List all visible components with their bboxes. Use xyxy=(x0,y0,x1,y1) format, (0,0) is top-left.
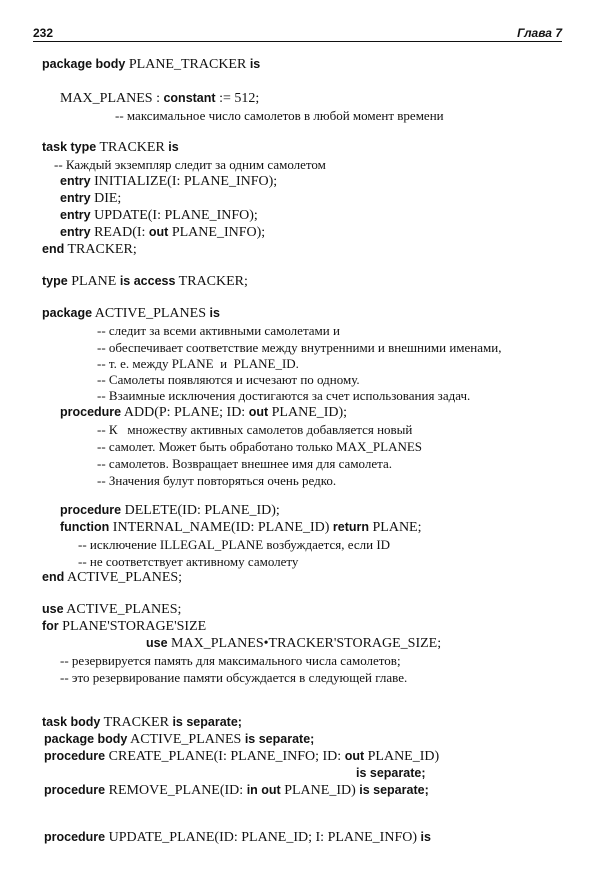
keyword: entry xyxy=(60,174,91,188)
keyword: in out xyxy=(246,783,281,797)
code-text: -- самолетов. Возвращает внешнее имя для самолета. xyxy=(97,456,393,471)
keyword: for xyxy=(42,619,59,633)
code-line xyxy=(44,782,429,799)
comment-line xyxy=(97,371,360,388)
code-line xyxy=(42,56,260,73)
keyword: task body xyxy=(42,715,101,729)
comment-line xyxy=(115,107,444,124)
comment-line xyxy=(97,355,299,372)
code-text: -- не соответствует активному самолету xyxy=(78,554,299,569)
keyword: package body xyxy=(44,732,128,746)
code-text: -- К множеству активных самолетов добавляется новый xyxy=(97,422,413,437)
keyword: is access xyxy=(119,274,176,288)
keyword: task type xyxy=(42,140,97,154)
code-text: -- Взаимные исключения достигаются за счет использования задач. xyxy=(97,388,471,403)
code-line xyxy=(44,748,439,765)
keyword: out xyxy=(148,225,169,239)
code-text: -- резервируется память для максимального числа самолетов; xyxy=(60,653,401,668)
code-text: ACTIVE_PLANES xyxy=(127,732,245,747)
code-line xyxy=(60,224,265,241)
code-text: -- следит за всеми активными самолетами и xyxy=(97,323,340,338)
code-line xyxy=(60,207,258,224)
code-text: DELETE(ID: PLANE_ID); xyxy=(121,503,280,518)
keyword: procedure xyxy=(44,749,106,763)
code-line xyxy=(42,305,220,322)
code-text: MAX_PLANES : xyxy=(60,91,164,106)
code-line xyxy=(44,829,431,846)
code-text: PLANE'STORAGE'SIZE xyxy=(58,619,207,634)
keyword: entry xyxy=(60,208,91,222)
code-line xyxy=(60,90,259,107)
code-text: PLANE_ID); xyxy=(268,405,348,420)
keyword: out xyxy=(344,749,365,763)
code-line xyxy=(60,404,347,421)
code-text: -- Каждый экземпляр следит за одним самолетом xyxy=(54,157,326,172)
code-text: TRACKER xyxy=(100,715,173,730)
keyword: procedure xyxy=(60,503,122,517)
chapter-title: Глава 7 xyxy=(517,26,562,40)
code-line xyxy=(42,273,248,290)
code-text: ACTIVE_PLANES; xyxy=(64,570,183,585)
code-text: ACTIVE_PLANES xyxy=(92,306,210,321)
keyword: is separate; xyxy=(359,783,429,797)
code-text: TRACKER xyxy=(96,140,169,155)
code-text: -- т. е. между PLANE и PLANE_ID. xyxy=(97,356,299,371)
code-line xyxy=(42,569,182,586)
code-line xyxy=(60,519,422,536)
keyword: procedure xyxy=(44,830,106,844)
code-text: -- Самолеты появляются и исчезают по одному. xyxy=(97,372,360,387)
keyword: entry xyxy=(60,191,91,205)
comment-line xyxy=(78,553,298,570)
code-text: UPDATE(I: PLANE_INFO); xyxy=(90,208,258,223)
keyword: end xyxy=(42,242,65,256)
keyword: is xyxy=(209,306,220,320)
code-line xyxy=(42,139,179,156)
code-text: READ(I: xyxy=(90,225,149,240)
code-text: -- обеспечивает соответствие между внутренними и внешними именами, xyxy=(97,340,502,355)
keyword: is xyxy=(420,830,431,844)
code-text: -- исключение ILLEGAL_PLANE возбуждается, если ID xyxy=(78,537,391,552)
code-text: INTERNAL_NAME(ID: PLANE_ID) xyxy=(109,520,333,535)
keyword: is xyxy=(249,57,261,71)
keyword: is separate; xyxy=(356,766,426,780)
code-text: PLANE; xyxy=(369,520,422,535)
keyword: procedure xyxy=(60,405,122,419)
code-line xyxy=(146,635,441,652)
comment-line xyxy=(97,339,501,356)
header-rule xyxy=(33,41,562,42)
code-text: -- это резервирование памяти обсуждается в следующей главе. xyxy=(60,670,408,685)
code-text: := 512; xyxy=(215,91,260,106)
code-line xyxy=(44,731,314,748)
code-text: ADD(P: PLANE; ID: xyxy=(121,405,249,420)
code-text: PLANE xyxy=(67,274,120,289)
code-text: -- Значения булут повторяться очень редко. xyxy=(97,473,337,488)
code-text: -- самолет. Может быть обработано только MAX_PLANES xyxy=(97,439,423,454)
keyword: use xyxy=(146,636,168,650)
code-text: TRACKER; xyxy=(64,242,137,257)
code-line xyxy=(42,601,181,618)
comment-line xyxy=(97,387,470,404)
page-number: 232 xyxy=(33,26,54,40)
code-text: CREATE_PLANE(I: PLANE_INFO; ID: xyxy=(105,749,345,764)
keyword: entry xyxy=(60,225,91,239)
code-line xyxy=(60,502,280,519)
keyword: constant xyxy=(163,91,216,105)
keyword: is xyxy=(168,140,179,154)
keyword: end xyxy=(42,570,65,584)
comment-line xyxy=(60,669,407,686)
code-text: DIE; xyxy=(90,191,122,206)
code-text: TRACKER; xyxy=(175,274,248,289)
keyword: use xyxy=(42,602,64,616)
comment-line xyxy=(78,536,390,553)
comment-line xyxy=(97,472,336,489)
code-text: UPDATE_PLANE(ID: PLANE_ID; I: PLANE_INFO) xyxy=(105,830,421,845)
code-text: PLANE_TRACKER xyxy=(125,57,250,72)
code-line xyxy=(356,765,425,782)
keyword: package body xyxy=(42,57,126,71)
keyword: is separate; xyxy=(172,715,242,729)
comment-line xyxy=(97,438,422,455)
keyword: is separate; xyxy=(244,732,315,746)
keyword: type xyxy=(42,274,68,288)
keyword: procedure xyxy=(44,783,106,797)
code-text: MAX_PLANES•TRACKER'STORAGE_SIZE; xyxy=(167,636,442,651)
code-line xyxy=(60,190,121,207)
comment-line xyxy=(60,652,401,669)
code-text: ACTIVE_PLANES; xyxy=(63,602,182,617)
code-text: REMOVE_PLANE(ID: xyxy=(105,783,247,798)
code-text: -- максимальное число самолетов в любой момент времени xyxy=(115,108,444,123)
code-line xyxy=(42,714,242,731)
code-text: PLANE_INFO); xyxy=(168,225,266,240)
keyword: package xyxy=(42,306,93,320)
code-text: INITIALIZE(I: PLANE_INFO); xyxy=(90,174,278,189)
code-text: PLANE_ID) xyxy=(364,749,440,764)
code-line xyxy=(60,173,277,190)
keyword: return xyxy=(332,520,369,534)
comment-line xyxy=(97,455,392,472)
keyword: out xyxy=(248,405,269,419)
comment-line xyxy=(97,421,412,438)
keyword: function xyxy=(60,520,110,534)
code-line xyxy=(42,241,137,258)
comment-line xyxy=(54,156,326,173)
comment-line xyxy=(97,322,340,339)
code-line xyxy=(42,618,206,635)
code-text: PLANE_ID) xyxy=(280,783,360,798)
